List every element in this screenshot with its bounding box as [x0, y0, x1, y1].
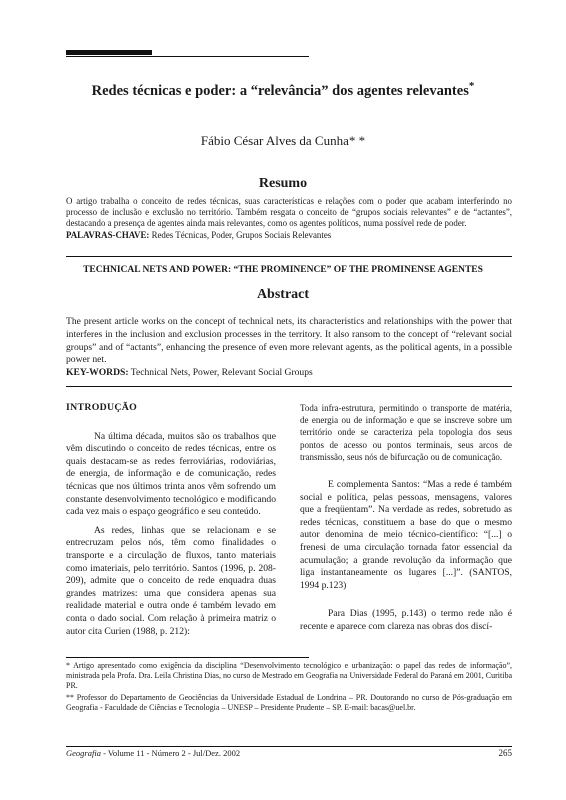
title-footnote-mark: * [468, 80, 475, 92]
abstract-section [66, 316, 512, 380]
key-words-label: KEY-WORDS: [66, 367, 129, 379]
palavras-chave [66, 230, 512, 241]
footnotes [66, 661, 512, 714]
author-footnote-mark: * * [348, 133, 366, 148]
article-title [0, 80, 566, 100]
footnote-1: * Artigo apresentado como exigência da disciplina “Desenvolvimento tecnológico e urbanização: o papel das redes de informação”, ministrada pela Profa. Dra. Leila Christina Dias, no curso de Mestrado em Geografia na Universidade Federal do Paraná em 2001, Curitiba PR. [66, 661, 512, 691]
header-rule-thin [66, 56, 309, 57]
journal-info [66, 748, 240, 758]
paragraph: Na última década, muitos são os trabalhos que vêm discutindo o conceito de redes técnicas, entre os quais destacam-se as redes ferroviárias, rodoviárias, de energia, de informação e de comunicação, redes técnicas que nos últimos trinta anos vêm sofrendo um constante desenvolvimento tecnológico e modificando cada vez mais o espaço geográfico e seu conteúdo. [66, 430, 276, 518]
english-title: TECHNICAL NETS AND POWER: “THE PROMINENCE” OF THE PROMINENSE AGENTES [83, 265, 483, 275]
paragraph: As redes, linhas que se relacionam e se entrecruzam pelos nós, têm como finalidades o transporte e a circulação de fluxos, tanto materiais como imateriais, pelo território. Santos (1996, p. 208-209), admite que o conceito de rede enquadra duas grandes matrizes: uma que considera apenas sua realidade material e outra onde é também levado em conta o dado social. Com relação à primeira matriz o autor cita Curien (1988, p. 212): [66, 524, 276, 637]
footer-rule [66, 746, 512, 747]
paragraph: Para Dias (1995, p.143) o termo rede não é recente e aparece com clareza nas obras dos discí- [300, 608, 512, 632]
abstract-divider [66, 386, 512, 387]
palavras-chave-values: Redes Técnicas, Poder, Grupos Sociais Relevantes [151, 229, 332, 240]
resumo-text: O artigo trabalha o conceito de redes técnicas, suas características e relações com o poder que acabam interferindo no processo de inclusão e exclusão no território. Também resgata o conceito de “grupos sociais relevantes” e de “actantes”, destacando a presença de agentes ainda mais relevantes, como os agentes políticos, numa possível rede de poder. [66, 196, 512, 229]
header-rule-thick [66, 50, 152, 55]
footnote-rule [66, 657, 309, 658]
author-name: Fábio César Alves da Cunha [200, 133, 349, 148]
resumo-section [66, 196, 512, 241]
key-words-values: Technical Nets, Power, Relevant Social Groups [130, 367, 313, 379]
intro-heading: INTRODUÇÃO [66, 402, 138, 413]
author-line [0, 133, 566, 149]
resumo-heading: Resumo [258, 176, 308, 191]
palavras-chave-label: PALAVRAS-CHAVE: [66, 229, 150, 240]
footnote-2: ** Professor do Departamento de Geociências da Universidade Estadual de Londrina – PR. Doutorando no curso de Pós-graduação em Geografia - Faculdade de Ciências e Tecnologia – UNESP – Presidente Prudente – SP. E-mail: bacas@uel.br. [66, 692, 512, 712]
page-number: 265 [498, 748, 512, 758]
article-title-text: Redes técnicas e poder: a “relevância” dos agentes relevantes [91, 82, 469, 99]
key-words [66, 367, 512, 380]
section-divider [66, 256, 512, 257]
block-quote: Toda infra-estrutura, permitindo o transporte de matéria, de energia ou de informação e que se inscreve sobre um território onde se caracteriza pela topologia dos seus pontos de acesso ou pontos terminais, seus arcos de transmissão, seus nós de bifurcação ou de comunicação. [300, 403, 512, 462]
abstract-heading: Abstract [256, 287, 310, 302]
left-column [66, 402, 276, 638]
right-column [300, 402, 512, 634]
abstract-text: The present article works on the concept of technical nets, its characteristics and relationships with the power that interferes in the inclusion and exclusion processes in the territory. It also ransom to the concept of “relevant social groups” and of “actants”, enhancing the presence of even more relevant agents, as the political agents, in a possible power net. [66, 316, 512, 366]
journal-issue: - Volume 11 - Número 2 - Jul/Dez. 2002 [100, 748, 241, 758]
paragraph: E complementa Santos: “Mas a rede é também social e política, pelas pessoas, mensagens, valores que a freqüentam”. Na verdade as redes, sobretudo as redes técnicas, constituem a base do que o mesmo autor denomina de meio técnico-científico: “[...] o frenesi de uma circulação tornada fator essencial da acumulação; a grande revolução da informação que liga instantaneamente os lugares [...]”. (SANTOS, 1994 p.123) [300, 479, 512, 591]
journal-name: Geografia [66, 748, 101, 758]
